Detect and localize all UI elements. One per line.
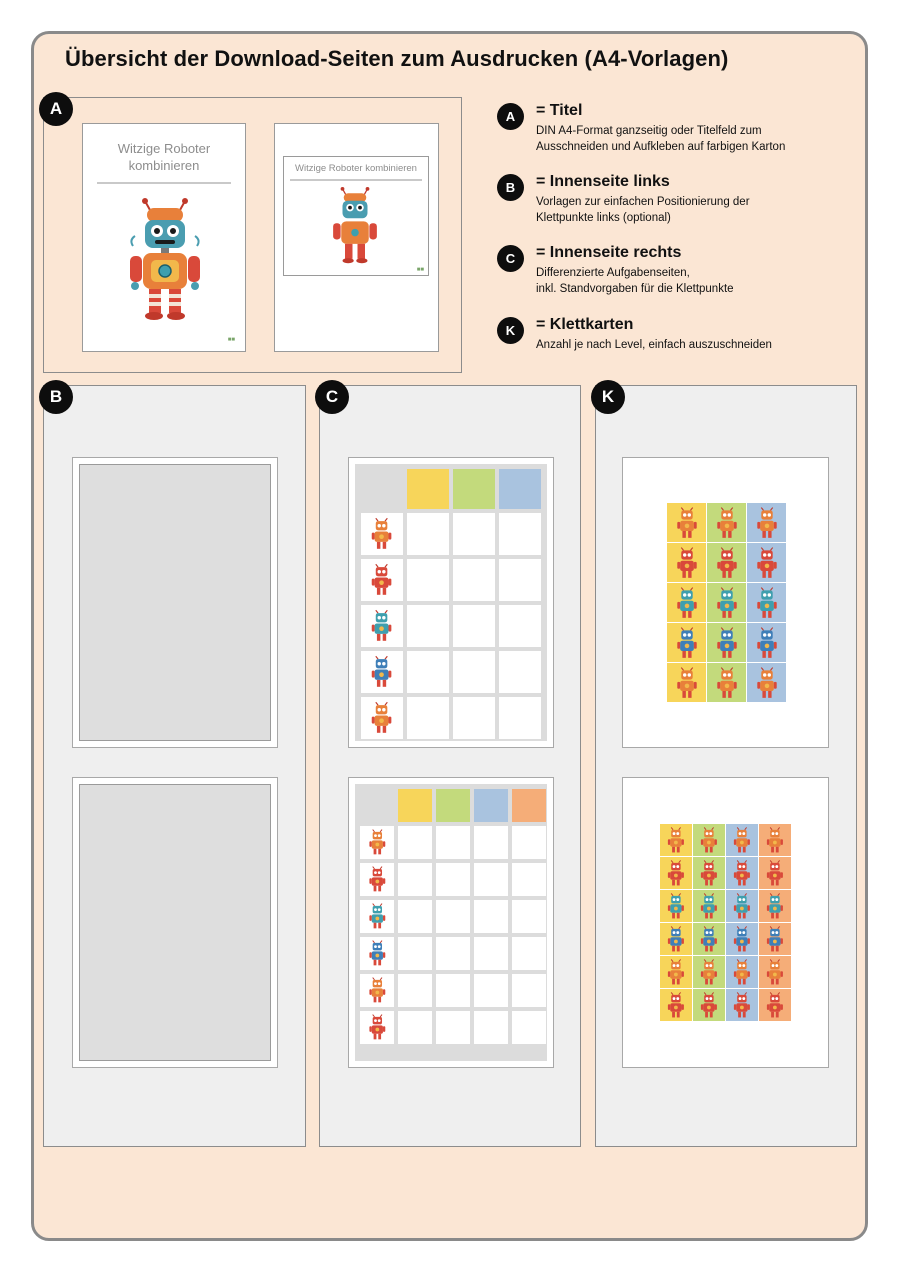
velcro-card [660,890,692,922]
mini-robot-icon [699,926,719,952]
velcro-card [726,857,758,889]
badge-k: K [591,380,625,414]
velcro-cell [436,974,470,1007]
velcro-cell [398,826,432,859]
velcro-card [660,824,692,856]
velcro-cell [474,937,508,970]
velcro-card [726,956,758,988]
mini-robot-icon [755,587,779,619]
mini-robot-icon [755,547,779,579]
velcro-cell [474,900,508,933]
velcro-card [759,989,791,1021]
mini-robot-icon [715,507,739,539]
cover-field-page [274,123,439,352]
legend-heading-c: = Innenseite rechts [536,244,682,261]
mini-robot-icon [370,609,393,643]
robot-row-cell [361,697,403,739]
velcro-card [747,503,786,542]
mini-robot-icon [699,959,719,985]
legend-text-a: DIN A4-Format ganzseitig oder Titelfeld zum Ausschneiden und Aufkleben auf farbigen Karton [536,125,786,153]
velcro-card [726,923,758,955]
mini-robot-icon [368,866,387,892]
mini-robot-icon [666,860,686,886]
robot-row-cell [361,513,403,555]
velcro-cell [512,937,546,970]
velcro-cell [474,974,508,1007]
badge-b: B [39,380,73,414]
mini-robot-icon [755,627,779,659]
legend-text-c: Differenzierte Aufgabenseiten, inkl. Standvorgaben für die Klettpunkte [536,267,734,295]
velcro-card [667,583,706,622]
panel-velcro-cards [595,385,857,1147]
mini-robot-icon [675,507,699,539]
mini-robot-icon [765,827,785,853]
mini-robot-icon [675,667,699,699]
robot-illustration-small [330,185,380,267]
legend-badge-a: A [497,103,524,130]
mini-robot-icon [368,1014,387,1040]
velcro-cell [398,900,432,933]
velcro-cell [499,513,541,555]
card-sheet-3-colors [622,457,829,748]
badge-c: C [315,380,349,414]
velcro-cell [407,697,449,739]
velcro-card [667,623,706,662]
legend-text-b: Vorlagen zur einfachen Positionierung der Klettpunkte links (optional) [536,196,750,224]
velcro-cell [398,863,432,896]
mini-robot-icon [370,517,393,551]
velcro-card [667,663,706,702]
mini-robot-icon [666,827,686,853]
mini-robot-icon [755,507,779,539]
robot-illustration [125,198,205,323]
robot-row-cell [360,863,394,896]
velcro-card [693,923,725,955]
mini-robot-icon [666,926,686,952]
velcro-cell [407,605,449,647]
velcro-cell [398,937,432,970]
velcro-card [707,543,746,582]
velcro-card [747,663,786,702]
velcro-cell [407,559,449,601]
velcro-template-page-1 [72,457,278,748]
card-sheet-4-colors [622,777,829,1068]
velcro-cell [436,826,470,859]
velcro-cell [499,559,541,601]
velcro-card [747,623,786,662]
velcro-card [759,824,791,856]
robot-row-cell [361,559,403,601]
velcro-cell [512,900,546,933]
velcro-cell [512,1011,546,1044]
color-header-3 [499,469,541,509]
page-title: Übersicht der Download-Seiten zum Ausdrucken (A4-Vorlagen) [65,46,729,71]
velcro-cell [499,697,541,739]
velcro-card [660,989,692,1021]
mini-robot-icon [370,701,393,735]
mini-robot-icon [368,829,387,855]
mini-robot-icon [765,893,785,919]
velcro-card [660,956,692,988]
velcro-card [707,663,746,702]
velcro-cell [436,1011,470,1044]
velcro-card [726,824,758,856]
mini-robot-icon [666,959,686,985]
velcro-card [693,857,725,889]
mini-robot-icon [666,893,686,919]
mini-robot-icon [368,977,387,1003]
velcro-cell [512,863,546,896]
legend-text-k: Anzahl je nach Level, einfach auszuschneiden [536,339,772,351]
mini-robot-icon [370,563,393,597]
velcro-card [707,623,746,662]
mini-robot-icon [699,860,719,886]
velcro-template-page-2 [72,777,278,1068]
velcro-cell [436,900,470,933]
velcro-card [747,543,786,582]
velcro-cell [453,651,495,693]
legend-heading-a: = Titel [536,102,583,119]
mini-robot-icon [699,992,719,1018]
velcro-cell [474,863,508,896]
robot-row-cell [360,1011,394,1044]
velcro-card [693,890,725,922]
mini-robot-icon [732,860,752,886]
legend-badge-b: B [497,174,524,201]
mini-robot-icon [765,860,785,886]
mini-robot-icon [715,627,739,659]
velcro-card [759,956,791,988]
velcro-card [726,989,758,1021]
velcro-card [726,890,758,922]
color-header-4 [512,789,546,822]
velcro-cell [453,513,495,555]
velcro-cell [436,863,470,896]
velcro-card [759,857,791,889]
velcro-cell [474,1011,508,1044]
cover-title-field: Witzige Roboter kombinieren ■■ [283,156,429,276]
mini-robot-icon [675,547,699,579]
mini-robot-icon [370,655,393,689]
velcro-card [707,503,746,542]
velcro-cell [474,826,508,859]
mini-robot-icon [765,992,785,1018]
mini-robot-icon [699,827,719,853]
velcro-card [693,956,725,988]
task-page-4-colors [348,777,554,1068]
color-header-1 [407,469,449,509]
mini-robot-icon [675,627,699,659]
velcro-card [660,857,692,889]
velcro-card [667,543,706,582]
color-header-1 [398,789,432,822]
legend-heading-b: = Innenseite links [536,173,670,190]
panel-title-pages [43,97,462,373]
velcro-cell [499,651,541,693]
legend-badge-k: K [497,317,524,344]
mini-robot-icon [715,547,739,579]
velcro-cell [436,937,470,970]
mini-robot-icon [732,992,752,1018]
velcro-card [759,923,791,955]
mini-robot-icon [675,587,699,619]
velcro-cell [499,605,541,647]
legend-heading-k: = Klettkarten [536,316,634,333]
legend-badge-c: C [497,245,524,272]
velcro-cell [407,651,449,693]
velcro-card [667,503,706,542]
velcro-card [759,890,791,922]
mini-robot-icon [755,667,779,699]
velcro-cell [453,697,495,739]
velcro-cell [398,1011,432,1044]
velcro-card [747,583,786,622]
velcro-cell [512,826,546,859]
mini-robot-icon [666,992,686,1018]
velcro-cell [453,605,495,647]
velcro-card [660,923,692,955]
velcro-cell [453,559,495,601]
mini-robot-icon [699,893,719,919]
mini-robot-icon [368,940,387,966]
robot-row-cell [360,826,394,859]
task-page-3-colors [348,457,554,748]
mini-robot-icon [732,959,752,985]
panel-inner-right [319,385,581,1147]
cover-full-title: Witzige Roboter kombinieren [117,141,211,173]
robot-row-cell [360,974,394,1007]
color-header-3 [474,789,508,822]
robot-row-cell [360,900,394,933]
color-header-2 [453,469,495,509]
mini-robot-icon [368,903,387,929]
panel-inner-left [43,385,306,1147]
mini-robot-icon [732,827,752,853]
cover-full-page [82,123,246,352]
mini-robot-icon [765,926,785,952]
velcro-cell [398,974,432,1007]
robot-row-cell [361,651,403,693]
velcro-cell [407,513,449,555]
velcro-card [693,824,725,856]
mini-robot-icon [732,926,752,952]
publisher-logo: ■■ [227,337,235,343]
velcro-card [693,989,725,1021]
velcro-cell [512,974,546,1007]
velcro-card [707,583,746,622]
badge-a: A [39,92,73,126]
mini-robot-icon [765,959,785,985]
color-header-2 [436,789,470,822]
mini-robot-icon [715,667,739,699]
mini-robot-icon [732,893,752,919]
cover-field-title: Witzige Roboter kombinieren [295,163,417,174]
robot-row-cell [361,605,403,647]
robot-row-cell [360,937,394,970]
mini-robot-icon [715,587,739,619]
